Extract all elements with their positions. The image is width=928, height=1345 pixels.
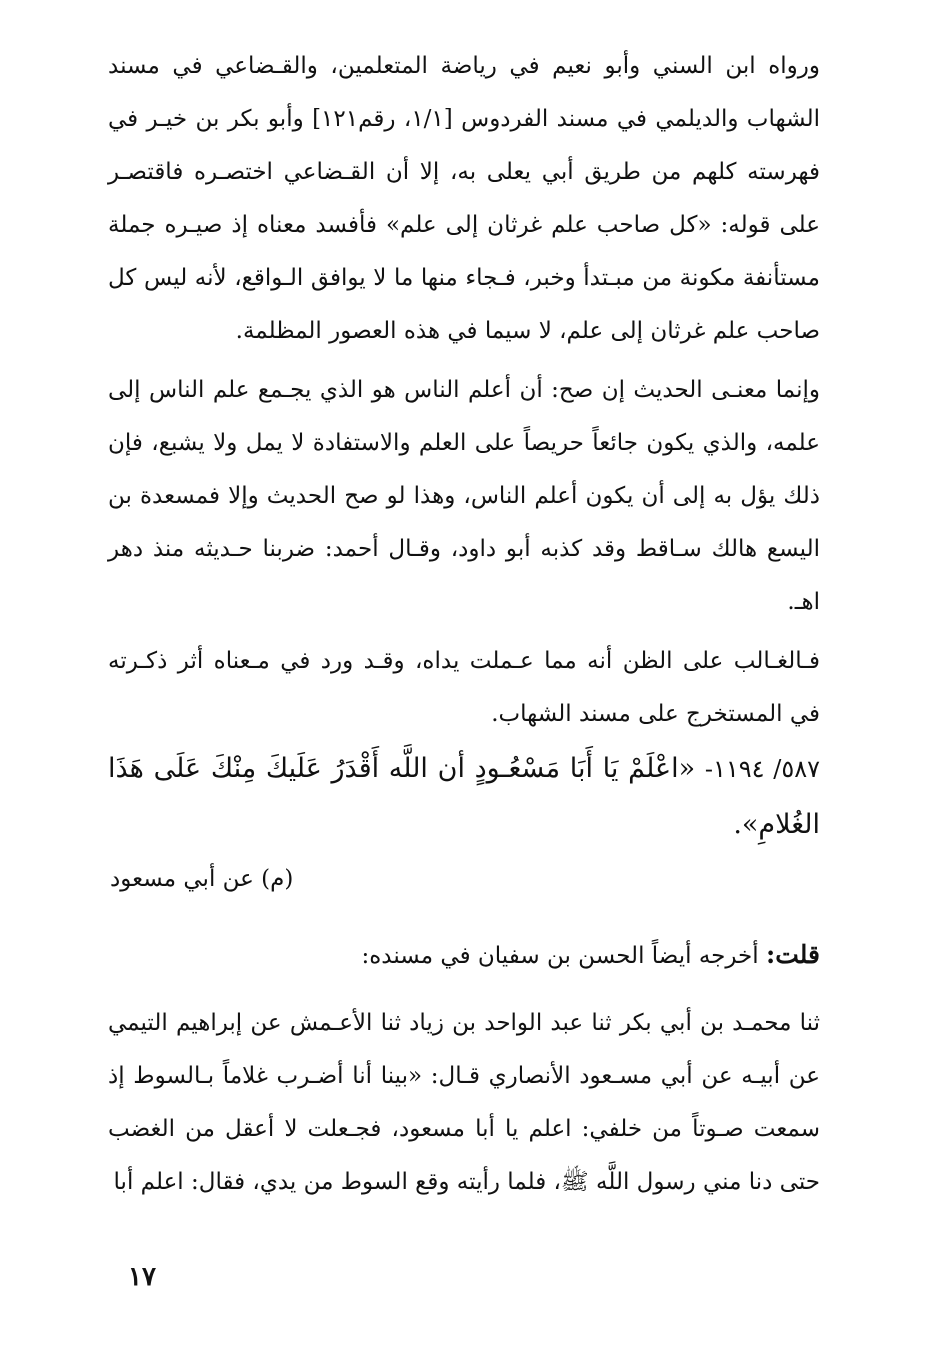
paragraph-isnad: ثنا محمـد بن أبي بكر ثنا عبد الواحد بن زياد ثنا الأعـمش عن إبراهيم التيمي عن أبيـه عن أبي مسـعود الأنصاري قـال: «بينا أنا أضـرب غلاماً بـالسوط إذ سمعت صـوتاً من خلفي: اعلم يا أبا مسعود، فجـعلت لا أعقل من الغضب حتى دنا مني رسول اللَّه ﷺ، فلما رأيته وقع السوط من يدي، فقال: اعلم أبا (108, 1010, 820, 1195)
hadith-entry (108, 741, 820, 853)
page-number: ١٧ (128, 1262, 156, 1292)
hadith-number: ٥٨٧/ ١١٩٤- (704, 755, 820, 783)
qult-label: قلت: (765, 940, 820, 969)
page-body (108, 40, 820, 1209)
paragraph-likely-fabricated: فـالغـالب على الظن أنه مما عـملت يداه، وقـد ورد في مـعناه أثر ذكـرته في المستخرج على مسند الشهاب. (108, 648, 820, 727)
qult-text: أخرجه أيضاً الحسن بن سفيان في مسنده: (361, 943, 759, 969)
paragraph-qult (108, 928, 820, 983)
hadith-text: «اعْلَمْ يَا أَبَا مَسْعُـودٍ أن اللَّه أَقْدَرُ عَلَيكَ مِنْكَ عَلَى هَذَا الغُلامِ». (108, 753, 820, 840)
paragraph-ibn-sunni-narration: ورواه ابن السني وأبو نعيم في رياضة المتعلمين، والقـضاعي في مسند الشهاب والديلمي في مسند الفردوس [١/١، رقم١٢١] وأبو بكر بن خيـر في فهرسته كلهم من طريق أبي يعلى به، إلا أن القـضاعي اختصـره فاقتصـر على قوله: «كل صاحب علم غرثان إلى علم» فأفسد معناه إذ صيـره جملة مستأنفة مكونة من مبـتدأ وخبر، فـجاء منها ما لا يوافق الـواقع، لأنه ليس كل صاحب علم غرثان إلى علم، لا سيما في هذه العصور المظلمة. (108, 53, 820, 344)
paragraph-hadith-meaning: وإنما معنـى الحديث إن صح: أن أعلم الناس هو الذي يجـمع علم الناس إلى علمه، والذي يكون جائعاً حريصاً على العلم والاستفادة لا يمل ولا يشبع، فإن ذلك يؤل به إلى أن يكون أعلم الناس، وهذا لو صح الحديث وإلا فمسعدة بن اليسع هالك سـاقط وقد كذبه أبو داود، وقـال أحمد: ضربنا حـديثه منذ دهر اهـ. (108, 377, 820, 615)
hadith-attribution: (م) عن أبي مسعود (110, 866, 294, 892)
